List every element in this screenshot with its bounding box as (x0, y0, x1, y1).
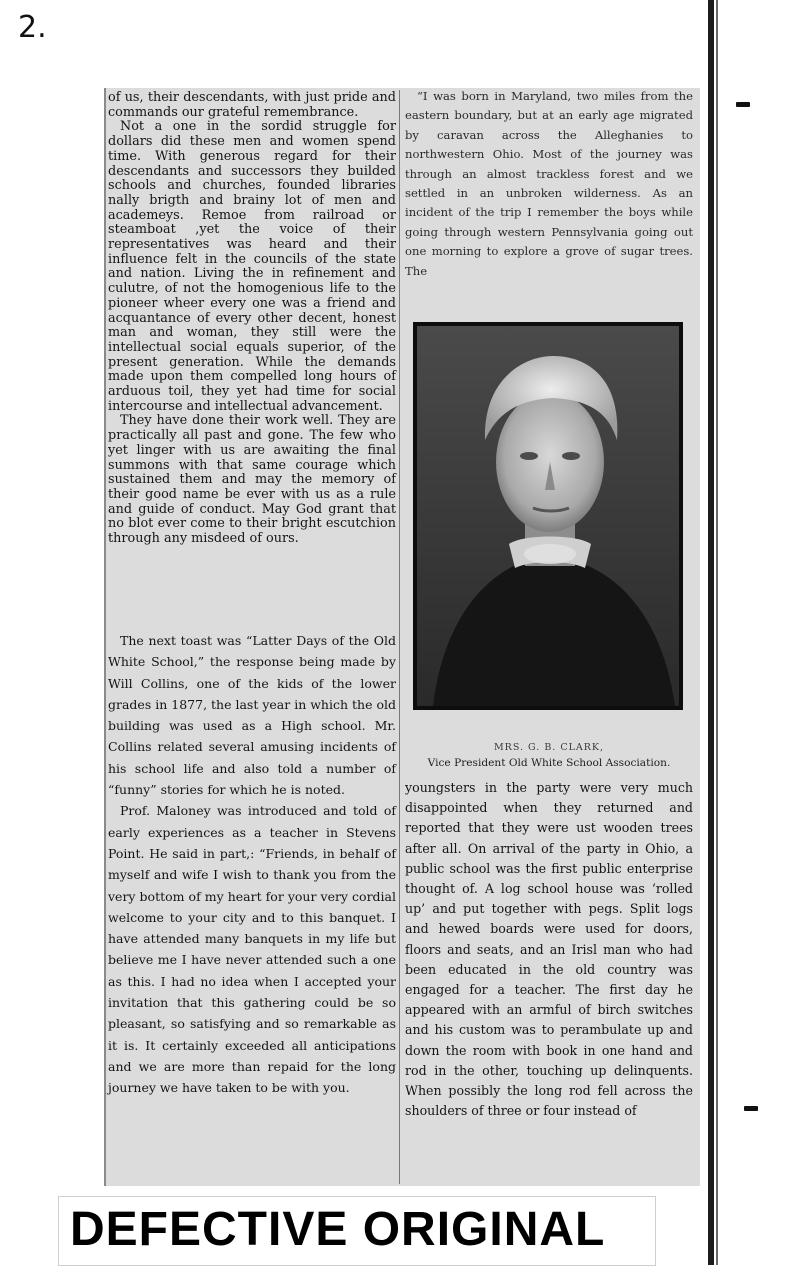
clipping-left-edge (104, 88, 106, 1186)
article-paragraph: of us, their descendants, with just pride and commands our grateful remembrance. (108, 90, 396, 120)
defective-original-label: DEFECTIVE ORIGINAL (70, 1203, 606, 1256)
page-number-mark: 2. (18, 10, 47, 45)
portrait-photo (413, 322, 683, 710)
article-paragraph: youngsters in the party were very much disappointed when they returned and reported that they were ust wooden trees after all. On arrival of the party in Ohio, a public school was the first public enterprise thought of. A log school house was ‘rolled up’ and put together with pegs. Split logs and hewed boards were used for doors, floors and seats, and an Irisl man who had been educated in the old country was engaged for a teacher. The first day he appeared with an armful of birch switches and his custom was to perambulate up and down the room with book in one hand and rod in the other, touching up delinquents. When possibly the long rod fell across the shoulders of three or four instead of (405, 780, 693, 1119)
article-column-left-bottom (108, 630, 396, 1099)
article-column-right-top (405, 87, 693, 281)
article-paragraph: Not a one in the sordid struggle for dollars did these men and women spend time. With generous regard for their descendants and successors they builded schools and churches, founded libraries nally brigth and brainy lot of men and academeys. Remoe from railroad or steamboat ,yet the voice of their representatives was heard and their influence felt in the councils of the state and nation. Living the in refinement and culutre, of not the homogenious life to the pioneer wheer every one was a friend and acquantance of every other decent, honest man and woman, they still were the intellectual social equals superior, of the present generation. While the demands made upon them compelled long hours of arduous toil, they yet had time for social intercourse and intellectual advancement. (108, 119, 396, 414)
column-divider (399, 90, 400, 1184)
scan-speck (736, 102, 750, 107)
portrait-woman-image (413, 322, 683, 710)
article-column-left-top (108, 91, 396, 547)
article-paragraph: The next toast was “Latter Days of the Old White School,” the response being made by Will Collins, one of the kids of the lower grades in 1877, the last year in which the old building was used as a High school. Mr. Collins related several amusing incidents of his school life and also told a number of “funny” stories for which he is noted. (108, 633, 396, 798)
article-column-right-bottom (405, 778, 693, 1121)
article-paragraph: “I was born in Maryland, two miles from the eastern boundary, but at an early age migrated by caravan across the Alleghanies to northwestern Ohio. Most of the journey was through an almost trackless forest and we settled in an unbroken wilderness. As an incident of the trip I remember the boys while going through western Pennsylvania going out one morning to explore a grove of sugar trees. The (405, 89, 693, 278)
scan-speck (744, 1106, 758, 1111)
photo-caption-name: MRS. G. B. CLARK, (493, 742, 605, 753)
photo-caption-title: Vice President Old White School Association. (427, 757, 671, 769)
scan-edge-line (716, 0, 718, 1265)
article-paragraph: They have done their work well. They are practically all past and gone. The few who yet linger with us are awaiting the final summons with that same courage which sustained them and may the memory of their good name be ever with us as a rule and guide of conduct. May God grant that no blot ever come to their bright escutchion through any misdeed of ours. (108, 413, 396, 547)
scan-edge-strip (708, 0, 714, 1265)
article-paragraph: Prof. Maloney was introduced and told of early experiences as a teacher in Stevens Point. He said in part,: “Friends, in behalf of myself and wife I wish to thank you from the very bottom of my heart for your very cordial welcome to your city and to this banquet. I have attended many banquets in my life but believe me I have never attended such a one as this. I had no idea when I accepted your invitation that this gathering could be so pleasant, so satisfying and so remarkable as it is. It certainly exceeded all anticipations and we are more than repaid for the long journey we have taken to be with you. (108, 803, 396, 1096)
